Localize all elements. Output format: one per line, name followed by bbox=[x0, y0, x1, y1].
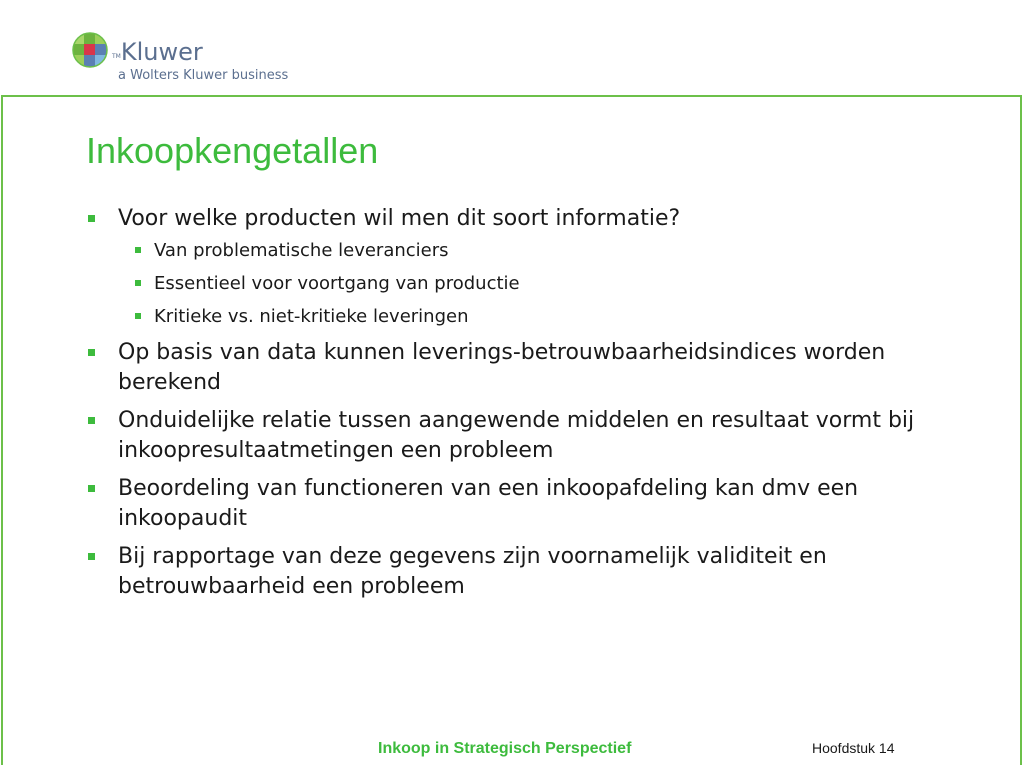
bullet-text: Onduidelijke relatie tussen aangewende middelen en resultaat vormt bij inkoopresultaatmetingen een probleem bbox=[118, 408, 915, 463]
sub-bullet-list bbox=[118, 238, 946, 330]
kluwer-logo-mark-icon bbox=[70, 30, 110, 70]
footer-chapter: Hoofdstuk 14 bbox=[812, 740, 895, 756]
footer-book-title: Inkoop in Strategisch Perspectief bbox=[378, 740, 632, 757]
bullet-text: Op basis van data kunnen leverings-betrouwbaarheidsindices worden berekend bbox=[118, 340, 886, 395]
bullet-text: Bij rapportage van deze gegevens zijn voornamelijk validiteit en betrouwbaarheid een probleem bbox=[118, 544, 827, 599]
sub-bullet-item bbox=[118, 238, 946, 264]
logo-wordmark-text: Kluwer bbox=[120, 38, 203, 66]
sub-bullet-item bbox=[118, 304, 946, 330]
sub-bullet-item bbox=[118, 271, 946, 297]
sub-bullet-text: Kritieke vs. niet-kritieke leveringen bbox=[154, 306, 469, 327]
bullet-item bbox=[86, 204, 946, 330]
logo-tagline: a Wolters Kluwer business bbox=[118, 68, 289, 83]
sub-bullet-text: Van problematische leveranciers bbox=[154, 240, 449, 261]
square-bullet-icon bbox=[88, 349, 95, 356]
bullet-list bbox=[86, 204, 946, 602]
bullet-item bbox=[86, 338, 946, 398]
bullet-text: Voor welke producten wil men dit soort informatie? bbox=[118, 206, 681, 231]
bullet-item bbox=[86, 406, 946, 466]
slide-title: Inkoopkengetallen bbox=[86, 130, 379, 171]
square-bullet-icon bbox=[135, 247, 141, 253]
square-bullet-icon bbox=[88, 553, 95, 560]
logo-trademark: TM bbox=[112, 53, 121, 60]
slide-content bbox=[86, 204, 946, 610]
sub-bullet-text: Essentieel voor voortgang van productie bbox=[154, 273, 520, 294]
square-bullet-icon bbox=[88, 417, 95, 424]
square-bullet-icon bbox=[88, 215, 95, 222]
bullet-text: Beoordeling van functioneren van een inkoopafdeling kan dmv een inkoopaudit bbox=[118, 476, 859, 531]
square-bullet-icon bbox=[135, 313, 141, 319]
square-bullet-icon bbox=[88, 485, 95, 492]
bullet-item bbox=[86, 542, 946, 602]
square-bullet-icon bbox=[135, 280, 141, 286]
kluwer-logo bbox=[70, 30, 310, 90]
logo-wordmark bbox=[112, 38, 203, 66]
bullet-item bbox=[86, 474, 946, 534]
